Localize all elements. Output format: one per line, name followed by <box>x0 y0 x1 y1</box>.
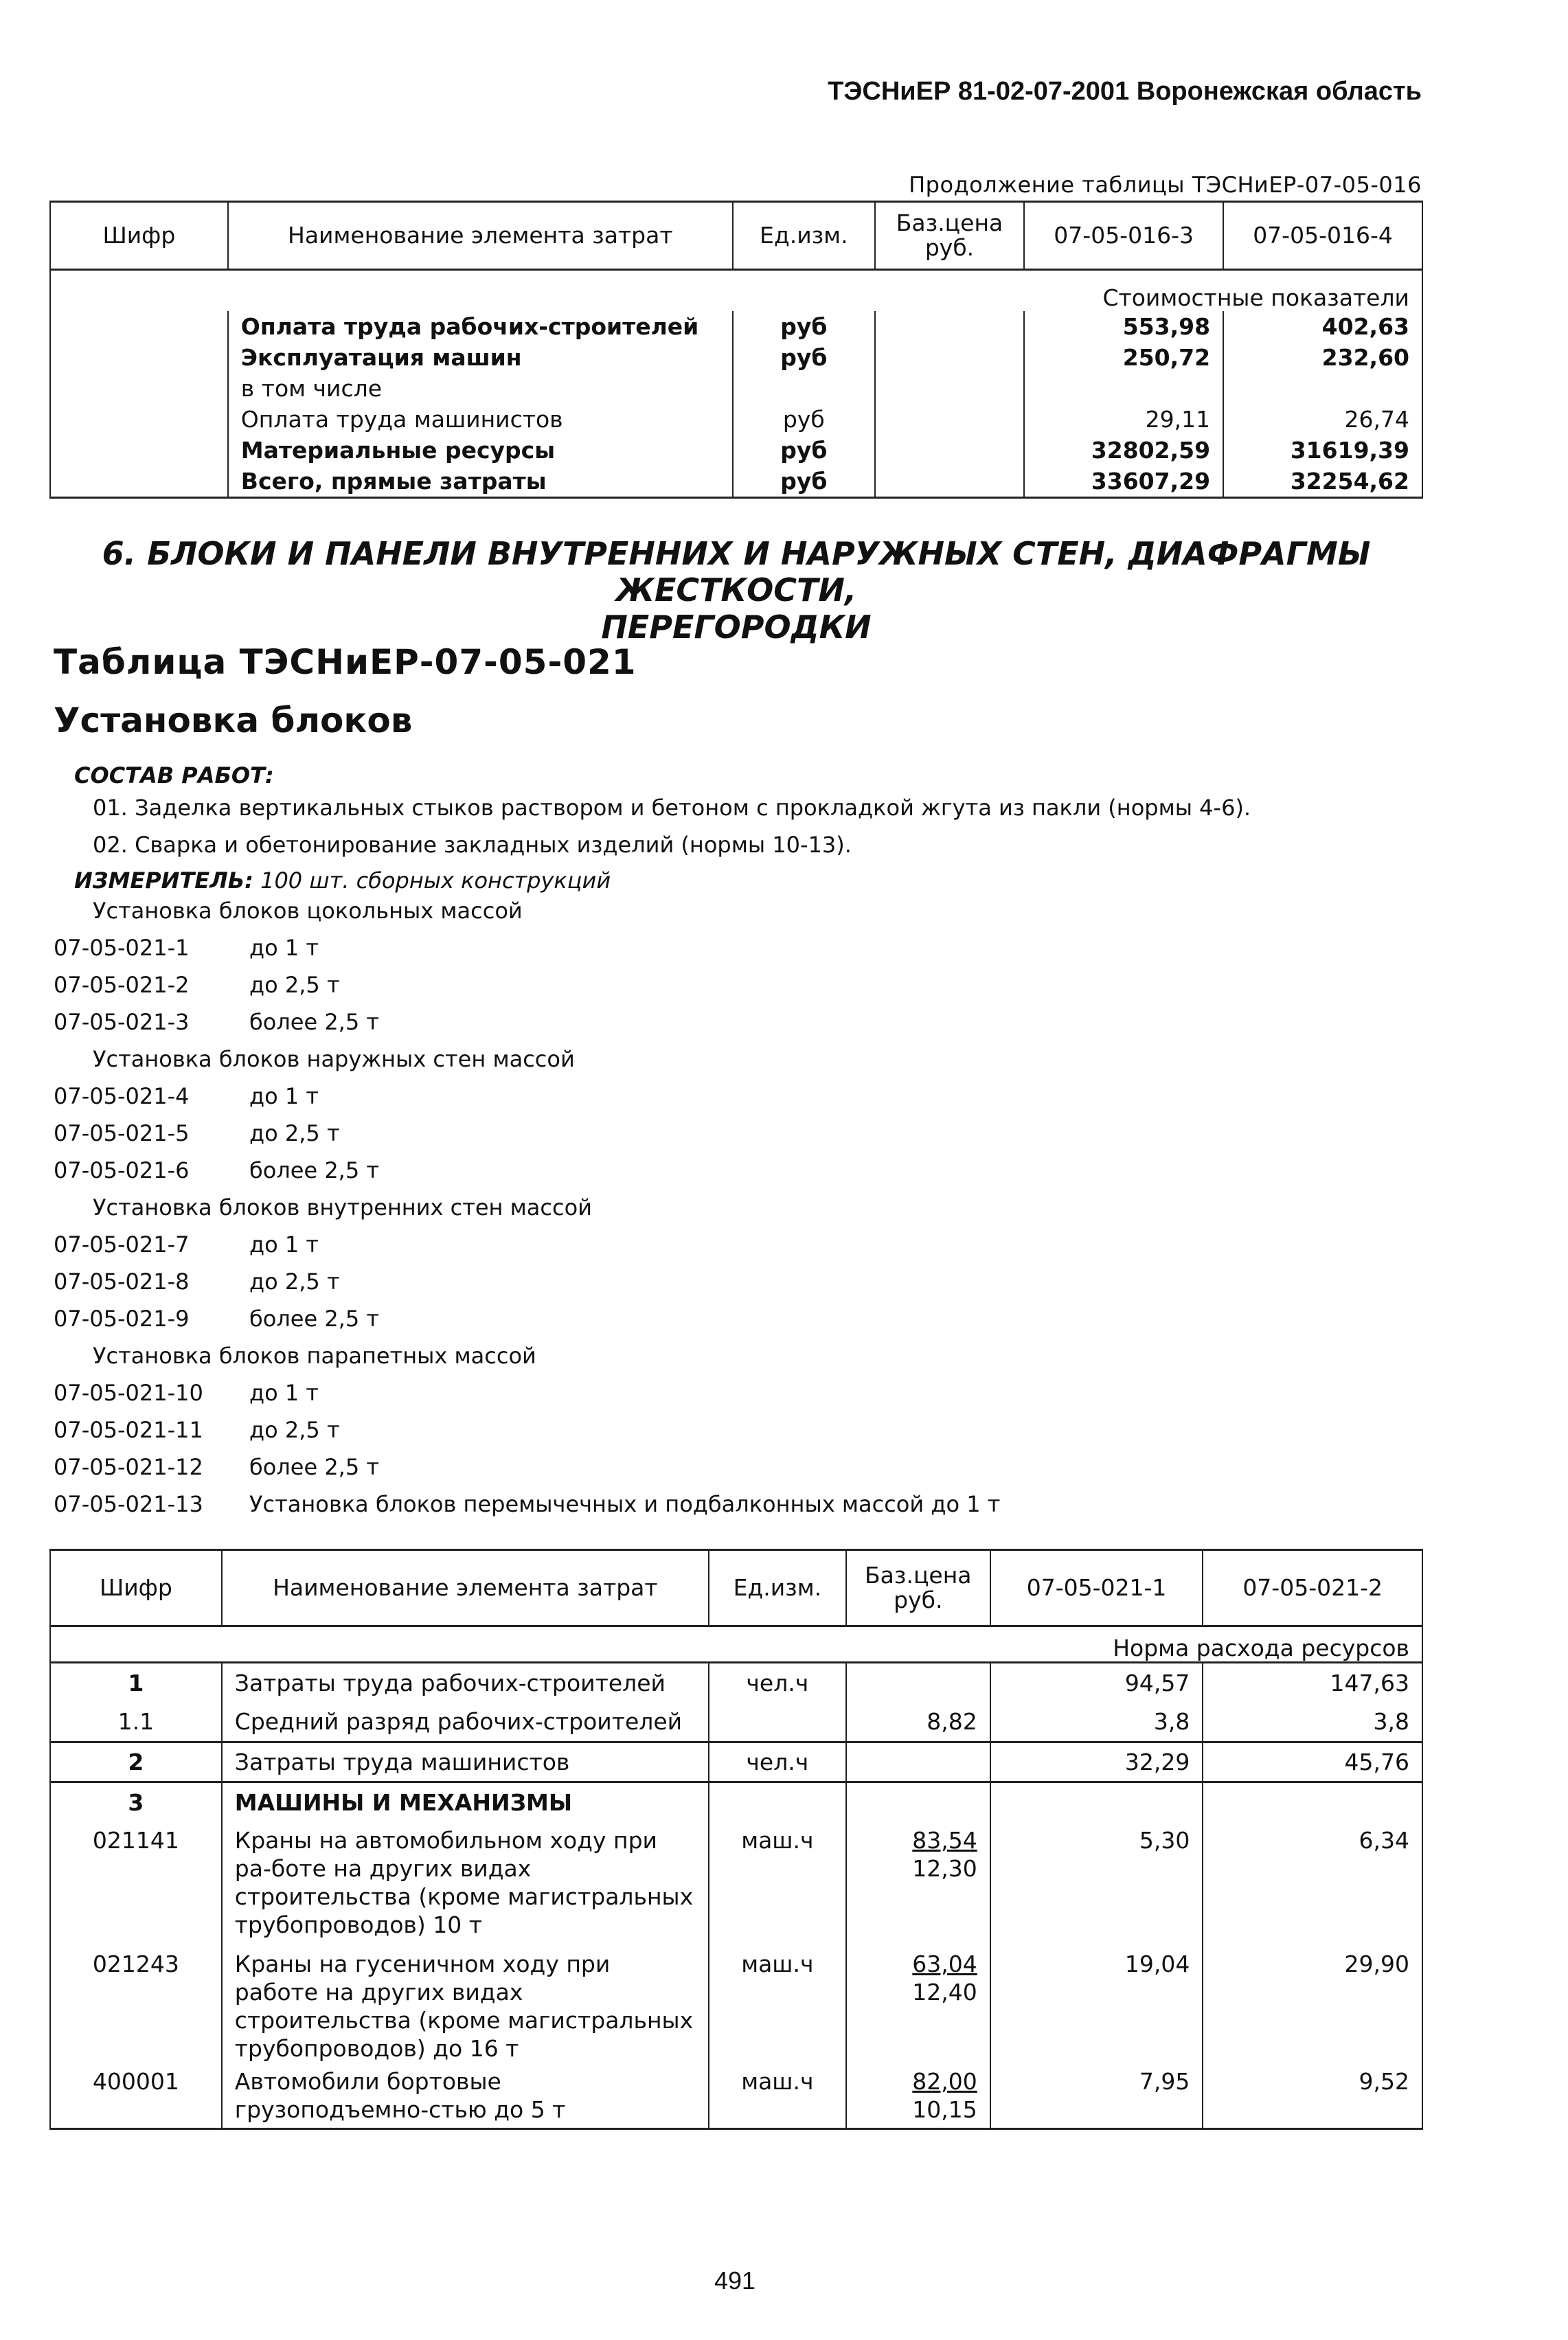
value-cell <box>990 1782 1203 1822</box>
norm-text: более 2,5 т <box>249 1454 380 1480</box>
header-cell: 07-05-016-4 <box>1223 202 1422 270</box>
value-cell: 26,74 <box>1223 404 1422 435</box>
group-title: Установка блоков наружных стен массой <box>93 1046 575 1072</box>
price-cell <box>846 2063 990 2129</box>
list-item <box>54 1009 379 1046</box>
list-item <box>54 1231 319 1269</box>
cost-name: Эксплуатация машин <box>228 342 733 373</box>
header-cell: Баз.цена руб. <box>875 202 1024 270</box>
norm-text: более 2,5 т <box>249 1306 380 1332</box>
page-header: ТЭСНиЕР 81-02-07-2001 Воронежская область <box>828 77 1422 106</box>
section-row <box>50 270 1422 311</box>
header-cell: Шифр <box>50 1550 222 1626</box>
unit-cell: чел.ч <box>709 1663 846 1703</box>
cost-name: Затраты труда рабочих-строителей <box>222 1663 709 1703</box>
list-item <box>54 1491 1000 1528</box>
unit-cell: маш.ч <box>709 1822 846 1946</box>
work-label: СОСТАВ РАБОТ: <box>74 762 274 788</box>
price-cell: 8,82 <box>846 1703 990 1742</box>
norm-code: 07-05-021-4 <box>54 1083 190 1109</box>
value-cell <box>1223 373 1422 404</box>
section-title-line: ПЕРЕГОРОДКИ <box>601 608 872 646</box>
norm-text: до 2,5 т <box>249 1269 340 1295</box>
header-cell: Шифр <box>50 202 228 270</box>
norm-code: 07-05-021-1 <box>54 935 190 961</box>
table-row <box>50 1782 1422 1822</box>
header-cell: 07-05-021-2 <box>1203 1550 1422 1626</box>
measure-value: 100 шт. сборных конструкций <box>260 867 611 894</box>
unit-cell <box>709 1703 846 1742</box>
table-row <box>50 1742 1422 1782</box>
price-wage: 12,30 <box>912 1854 977 1882</box>
code-cell: 2 <box>50 1742 222 1782</box>
table-header-row <box>50 1550 1422 1626</box>
value-cell: 9,52 <box>1203 2063 1422 2129</box>
norm-code: 07-05-021-8 <box>54 1269 190 1295</box>
cost-name: Затраты труда машинистов <box>222 1742 709 1782</box>
table-row <box>50 342 1422 373</box>
measure-line <box>74 867 611 894</box>
price-wage: 12,40 <box>912 1978 977 2006</box>
price-cell <box>846 1782 990 1822</box>
value-cell: 31619,39 <box>1223 435 1422 466</box>
unit-cell: маш.ч <box>709 1946 846 2063</box>
norm-text: до 1 т <box>249 1380 319 1406</box>
norm-code: 07-05-021-2 <box>54 972 190 998</box>
header-cell: 07-05-021-1 <box>990 1550 1203 1626</box>
unit-cell: чел.ч <box>709 1742 846 1782</box>
section-title-line: 6. БЛОКИ И ПАНЕЛИ ВНУТРЕННИХ И НАРУЖНЫХ СТЕН, ДИАФРАГМЫ ЖЕСТКОСТИ, <box>102 535 1371 609</box>
table-row <box>50 2063 1422 2129</box>
group-title: Установка блоков внутренних стен массой <box>93 1194 592 1220</box>
value-cell: 32802,59 <box>1024 435 1223 466</box>
list-item <box>54 1157 379 1194</box>
section-label: Норма расхода ресурсов <box>50 1626 1422 1663</box>
table-row <box>50 404 1422 435</box>
unit-cell <box>709 1782 846 1822</box>
value-cell: 32254,62 <box>1223 466 1422 498</box>
norm-code: 07-05-021-9 <box>54 1306 190 1332</box>
list-item <box>54 1380 319 1417</box>
norm-text: более 2,5 т <box>249 1009 380 1035</box>
price-value: 63,04 <box>912 1950 977 1977</box>
table-header-row <box>50 202 1422 270</box>
cost-name: Средний разряд рабочих-строителей <box>222 1703 709 1742</box>
section-label: Стоимостные показатели <box>50 270 1422 311</box>
value-cell: 3,8 <box>1203 1703 1422 1742</box>
value-cell: 232,60 <box>1223 342 1422 373</box>
measure-label: ИЗМЕРИТЕЛЬ: <box>74 867 253 894</box>
norm-text: до 1 т <box>249 935 319 961</box>
header-cell: 07-05-016-3 <box>1024 202 1223 270</box>
code-cell: 021243 <box>50 1946 222 2063</box>
table-row <box>50 435 1422 466</box>
unit-cell: маш.ч <box>709 2063 846 2129</box>
header-cell: Ед.изм. <box>709 1550 846 1626</box>
norm-text: до 2,5 т <box>249 1417 340 1443</box>
norm-code: 07-05-021-3 <box>54 1009 190 1035</box>
norm-text: Установка блоков перемычечных и подбалконных массой до 1 т <box>249 1491 1001 1517</box>
norm-code: 07-05-021-5 <box>54 1120 190 1146</box>
price-cell <box>846 1822 990 1946</box>
list-item <box>54 1306 379 1343</box>
value-cell: 32,29 <box>990 1742 1203 1782</box>
cost-name: Всего, прямые затраты <box>228 466 733 498</box>
table-row <box>50 1946 1422 2063</box>
table-row <box>50 311 1422 342</box>
value-cell: 29,90 <box>1203 1946 1422 2063</box>
unit-cell: руб <box>733 311 875 342</box>
unit-cell <box>733 373 875 404</box>
value-cell: 33607,29 <box>1024 466 1223 498</box>
list-item <box>54 1120 340 1157</box>
norm-text: до 1 т <box>249 1083 319 1109</box>
norm-text: до 2,5 т <box>249 972 340 998</box>
value-cell: 402,63 <box>1223 311 1422 342</box>
norm-code: 07-05-021-7 <box>54 1231 190 1258</box>
cost-name: МАШИНЫ И МЕХАНИЗМЫ <box>222 1782 709 1822</box>
table-title: Таблица ТЭСНиЕР-07-05-021 <box>54 642 637 682</box>
price-value: 82,00 <box>912 2067 977 2095</box>
value-cell: 3,8 <box>990 1703 1203 1742</box>
norm-code: 07-05-021-13 <box>54 1491 203 1517</box>
header-cell: Наименование элемента затрат <box>222 1550 709 1626</box>
price-cell <box>846 1946 990 2063</box>
list-item <box>54 1269 340 1306</box>
price-value: 83,54 <box>912 1826 977 1854</box>
table-subtitle: Установка блоков <box>54 701 413 740</box>
price-cell <box>846 1742 990 1782</box>
value-cell: 45,76 <box>1203 1742 1422 1782</box>
cost-name: Краны на гусеничном ходу при работе на других видах строительства (кроме магистральных трубопроводов) до 16 т <box>222 1946 709 2063</box>
cost-name: Оплата труда рабочих-строителей <box>228 311 733 342</box>
norm-code: 07-05-021-10 <box>54 1380 203 1406</box>
code-cell: 1.1 <box>50 1703 222 1742</box>
table-continuation-label: Продолжение таблицы ТЭСНиЕР-07-05-016 <box>909 172 1422 198</box>
norm-text: до 1 т <box>249 1231 319 1258</box>
value-cell: 7,95 <box>990 2063 1203 2129</box>
header-cell: Баз.цена руб. <box>846 1550 990 1626</box>
cost-name: Краны на автомобильном ходу при ра-боте на других видах строительства (кроме магистральных трубопроводов) 10 т <box>222 1822 709 1946</box>
cost-table <box>49 201 1423 499</box>
header-cell: Наименование элемента затрат <box>228 202 733 270</box>
value-cell: 19,04 <box>990 1946 1203 2063</box>
unit-cell: руб <box>733 435 875 466</box>
unit-cell: руб <box>733 342 875 373</box>
list-item <box>54 972 340 1009</box>
group-title: Установка блоков цокольных массой <box>93 898 523 924</box>
table-row <box>50 373 1422 404</box>
value-cell: 5,30 <box>990 1822 1203 1946</box>
list-item <box>54 1417 340 1454</box>
value-cell: 6,34 <box>1203 1822 1422 1946</box>
price-cell <box>846 1663 990 1703</box>
work-item: 01. Заделка вертикальных стыков раствором и бетоном с прокладкой жгута из пакли (нормы 4-6). <box>93 795 1251 821</box>
value-cell: 29,11 <box>1024 404 1223 435</box>
list-item <box>54 935 319 972</box>
value-cell <box>1203 1782 1422 1822</box>
table-row <box>50 1822 1422 1946</box>
value-cell <box>1024 373 1223 404</box>
table-row <box>50 1663 1422 1703</box>
cost-name: в том числе <box>228 373 733 404</box>
value-cell: 147,63 <box>1203 1663 1422 1703</box>
norm-code: 07-05-021-6 <box>54 1157 190 1183</box>
value-cell: 94,57 <box>990 1663 1203 1703</box>
value-cell: 553,98 <box>1024 311 1223 342</box>
header-cell: Ед.изм. <box>733 202 875 270</box>
value-cell: 250,72 <box>1024 342 1223 373</box>
table-row <box>50 466 1422 498</box>
code-cell: 3 <box>50 1782 222 1822</box>
code-cell: 400001 <box>50 2063 222 2129</box>
group-title: Установка блоков парапетных массой <box>93 1343 536 1369</box>
norm-text: до 2,5 т <box>249 1120 340 1146</box>
list-item <box>54 1083 319 1120</box>
price-wage: 10,15 <box>912 2095 977 2123</box>
unit-cell: руб <box>733 466 875 498</box>
list-item <box>54 1454 379 1491</box>
norm-code: 07-05-021-12 <box>54 1454 203 1480</box>
cost-name: Автомобили бортовые грузоподъемно-стью до 5 т <box>222 2063 709 2129</box>
work-item: 02. Сварка и обетонирование закладных изделий (нормы 10-13). <box>93 832 852 858</box>
norm-code: 07-05-021-11 <box>54 1417 203 1443</box>
norm-text: более 2,5 т <box>249 1157 380 1183</box>
code-cell: 1 <box>50 1663 222 1703</box>
cost-name: Материальные ресурсы <box>228 435 733 466</box>
unit-cell: руб <box>733 404 875 435</box>
cost-name: Оплата труда машинистов <box>228 404 733 435</box>
table-row <box>50 1703 1422 1742</box>
section-title <box>49 536 1423 646</box>
section-row <box>50 1626 1422 1663</box>
page-number: 491 <box>714 2267 756 2295</box>
code-cell: 021141 <box>50 1822 222 1946</box>
resource-table <box>49 1549 1423 2130</box>
